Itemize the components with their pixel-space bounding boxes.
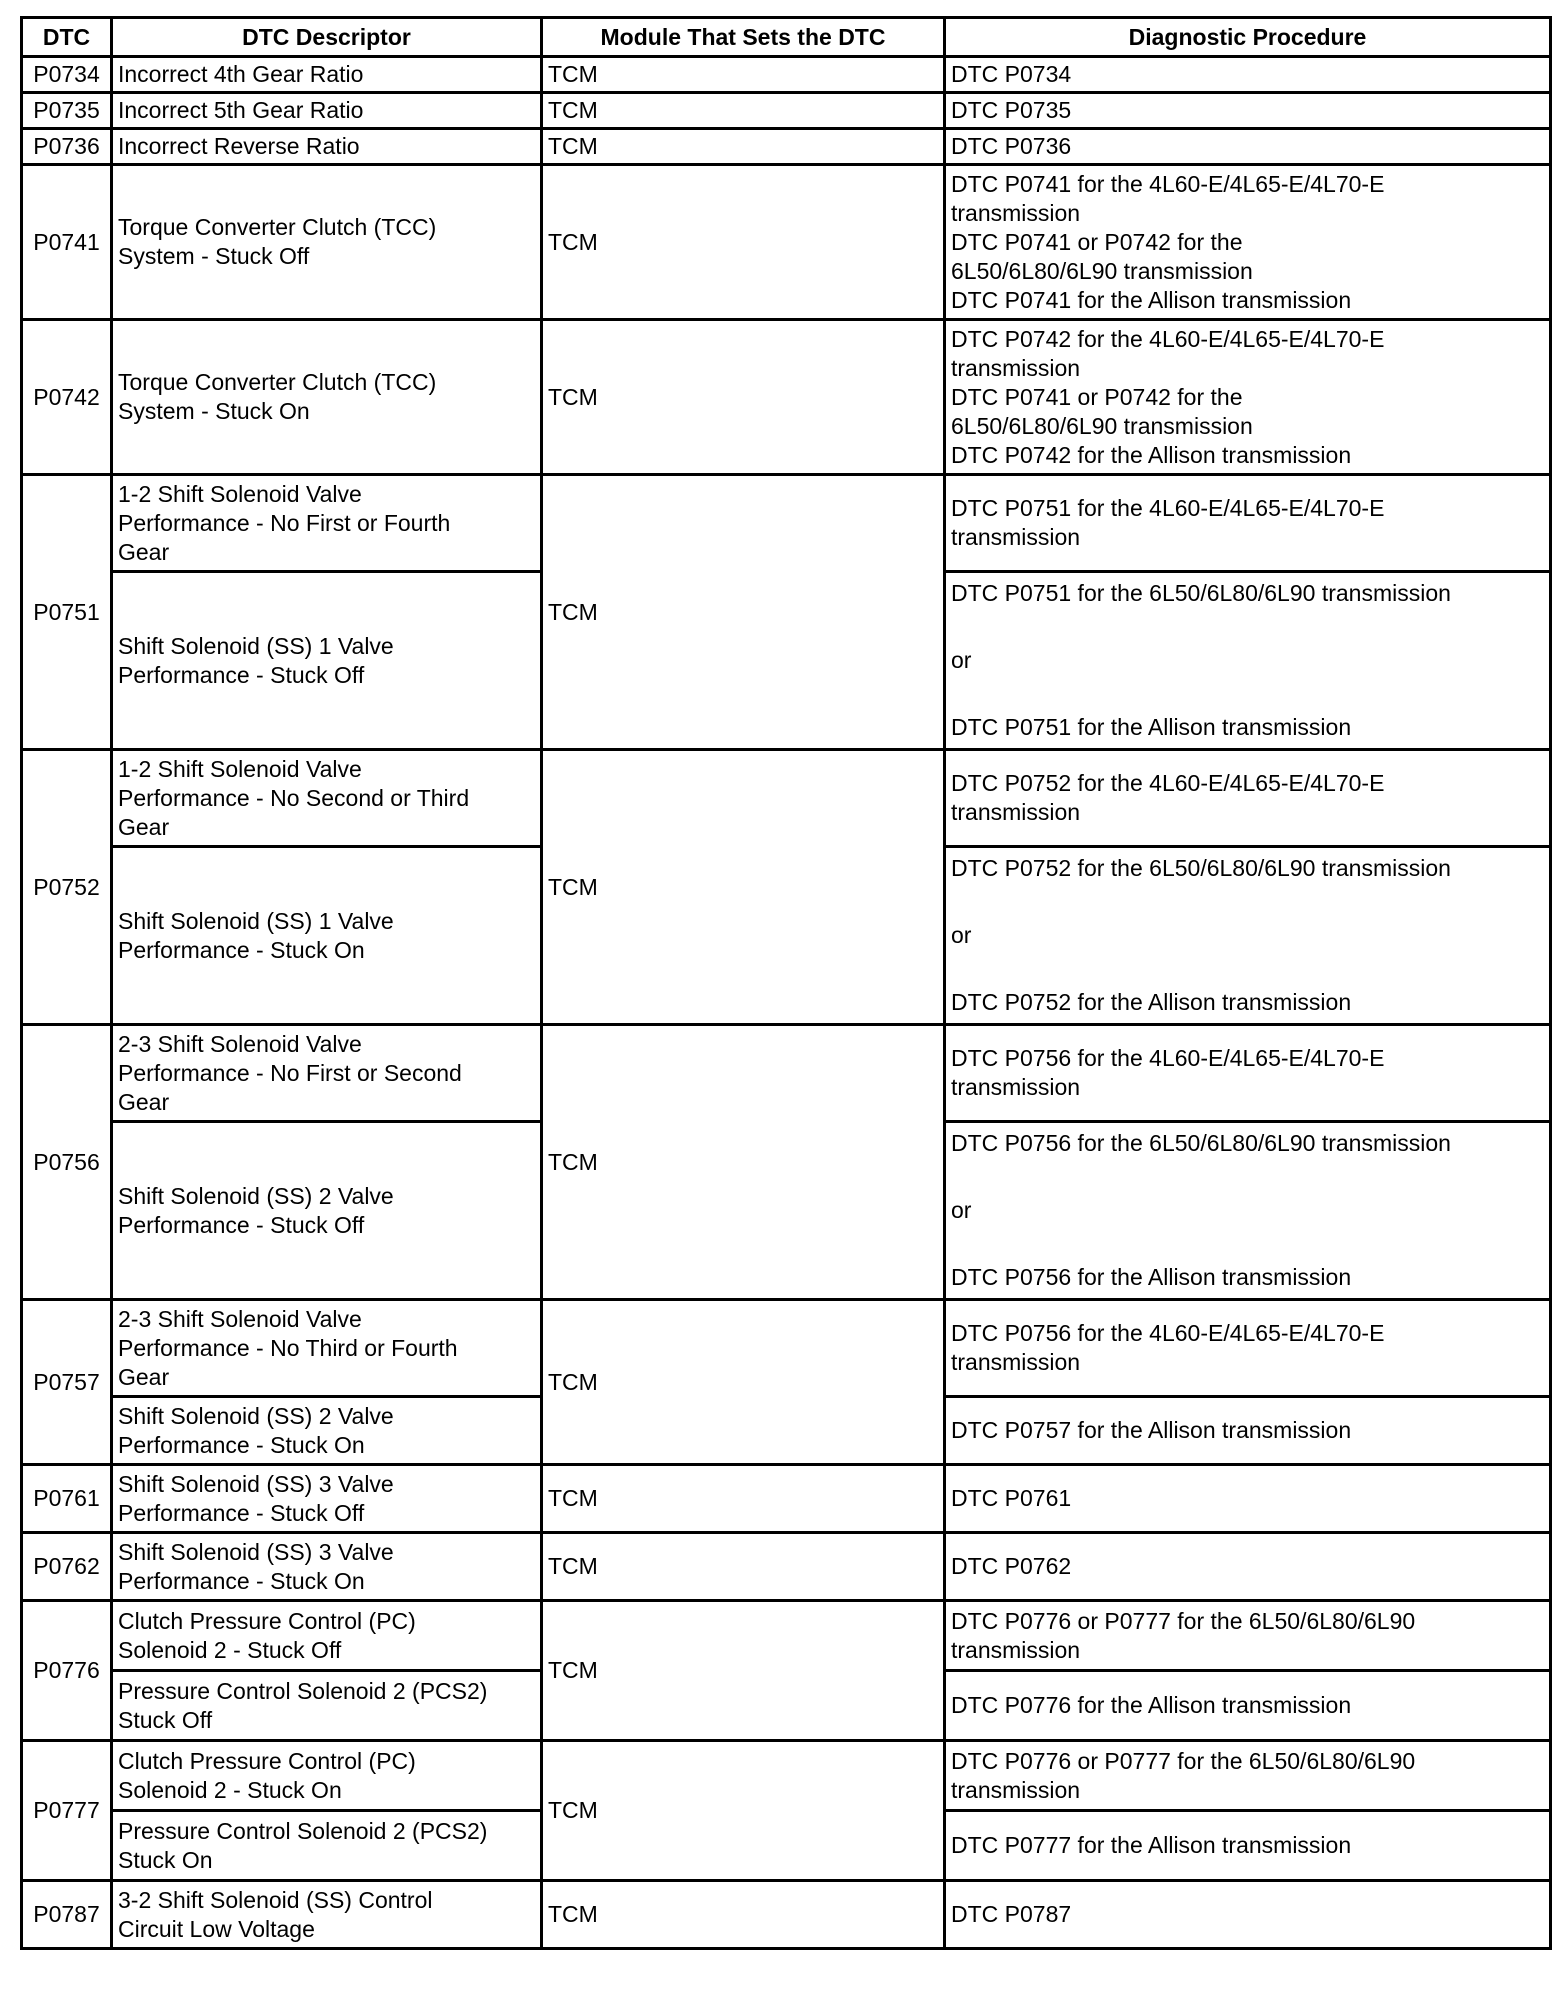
module-cell: TCM [542, 1465, 945, 1533]
dtc-code: P0787 [22, 1881, 112, 1949]
dtc-code: P0752 [22, 750, 112, 1025]
table-row [22, 57, 1551, 93]
dtc-descriptor [112, 1300, 542, 1397]
descriptor-line: Shift Solenoid (SS) 2 Valve [118, 1402, 394, 1429]
dtc-descriptor: Incorrect 5th Gear Ratio [112, 93, 542, 129]
procedure-list [945, 1025, 1551, 1122]
procedure-link[interactable]: DTC P0756 for the 4L60-E/4L65-E/4L70-E [951, 1320, 1385, 1346]
module-cell: TCM [542, 1300, 945, 1465]
procedure-link[interactable]: transmission [951, 524, 1081, 550]
table-row [22, 1533, 1551, 1601]
spacer [951, 950, 1544, 988]
procedure-link[interactable]: DTC P0741 or P0742 for the [951, 383, 1243, 410]
descriptor-line: Solenoid 2 - Stuck Off [118, 1636, 342, 1663]
descriptor-line: Pressure Control Solenoid 2 (PCS2) [118, 1817, 488, 1844]
procedure-list [945, 165, 1551, 320]
dtc-descriptor [112, 320, 542, 475]
descriptor-line: Performance - No Third or Fourth [118, 1334, 458, 1361]
descriptor-line: 1-2 Shift Solenoid Valve [118, 480, 362, 507]
procedure-list [945, 1300, 1551, 1397]
procedure-list [945, 847, 1551, 1025]
descriptor-line: Gear [118, 1088, 170, 1115]
spacer [951, 883, 1544, 921]
procedure-list [945, 320, 1551, 475]
descriptor-line: Clutch Pressure Control (PC) [118, 1607, 416, 1634]
procedure-link[interactable]: DTC P0776 or P0777 for the 6L50/6L80/6L90 [951, 1747, 1416, 1774]
procedure-link[interactable]: DTC P0752 for the 4L60-E/4L65-E/4L70-E [951, 770, 1385, 796]
descriptor-line: 2-3 Shift Solenoid Valve [118, 1030, 362, 1057]
procedure-list [945, 1601, 1551, 1671]
dtc-code: P0735 [22, 93, 112, 129]
procedure-link[interactable]: DTC P0787 [945, 1881, 1551, 1949]
procedure-list [945, 1741, 1551, 1811]
descriptor-line: Circuit Low Voltage [118, 1915, 315, 1942]
descriptor-line: Torque Converter Clutch (TCC) [118, 369, 437, 395]
descriptor-line: Gear [118, 813, 170, 840]
procedure-link[interactable]: DTC P0742 for the Allison transmission [951, 441, 1352, 468]
procedure-link[interactable]: DTC P0762 [945, 1533, 1551, 1601]
descriptor-line: Performance - Stuck On [118, 1567, 365, 1594]
header-module: Module That Sets the DTC [542, 18, 945, 57]
procedure-link[interactable]: 6L50/6L80/6L90 transmission [951, 412, 1253, 439]
procedure-link[interactable]: DTC P0756 for the 4L60-E/4L65-E/4L70-E [951, 1045, 1385, 1071]
procedure-link[interactable]: DTC P0761 [945, 1465, 1551, 1533]
dtc-descriptor [112, 1397, 542, 1465]
table-row [22, 1300, 1551, 1397]
dtc-descriptor [112, 1122, 542, 1300]
dtc-descriptor [112, 1741, 542, 1811]
table-row [22, 129, 1551, 165]
table-row [22, 1025, 1551, 1122]
dtc-code: P0734 [22, 57, 112, 93]
dtc-descriptor [112, 1811, 542, 1881]
module-cell: TCM [542, 750, 945, 1025]
descriptor-line: Torque Converter Clutch (TCC) [118, 214, 437, 240]
procedure-link[interactable]: DTC P0752 for the 6L50/6L80/6L90 transmission [951, 855, 1451, 881]
procedure-or: or [951, 647, 972, 673]
descriptor-line: Stuck On [118, 1846, 213, 1873]
procedure-list [945, 1122, 1551, 1300]
module-cell: TCM [542, 475, 945, 750]
dtc-descriptor [112, 750, 542, 847]
descriptor-line: Gear [118, 1363, 170, 1390]
descriptor-line: Performance - No First or Fourth [118, 509, 451, 536]
table-row [22, 93, 1551, 129]
dtc-code: P0751 [22, 475, 112, 750]
spacer [951, 675, 1544, 713]
descriptor-line: Shift Solenoid (SS) 3 Valve [118, 1470, 394, 1497]
procedure-link[interactable]: DTC P0756 for the 6L50/6L80/6L90 transmission [951, 1130, 1451, 1156]
descriptor-line: Gear [118, 538, 170, 565]
procedure-link[interactable]: transmission [951, 1776, 1081, 1803]
descriptor-line: Solenoid 2 - Stuck On [118, 1776, 342, 1803]
dtc-code: P0757 [22, 1300, 112, 1465]
descriptor-line: 1-2 Shift Solenoid Valve [118, 755, 362, 782]
dtc-code: P0741 [22, 165, 112, 320]
spacer [951, 1158, 1544, 1196]
table-row [22, 475, 1551, 572]
descriptor-line: 3-2 Shift Solenoid (SS) Control [118, 1886, 433, 1913]
descriptor-line: Shift Solenoid (SS) 3 Valve [118, 1538, 394, 1565]
dtc-code: P0736 [22, 129, 112, 165]
procedure-link[interactable]: DTC P0736 [945, 129, 1551, 165]
procedure-link[interactable]: DTC P0741 or P0742 for the [951, 228, 1243, 255]
procedure-link[interactable]: DTC P0751 for the 4L60-E/4L65-E/4L70-E [951, 495, 1385, 521]
descriptor-line: System - Stuck Off [118, 243, 310, 269]
dtc-code: P0777 [22, 1741, 112, 1881]
descriptor-line: Pressure Control Solenoid 2 (PCS2) [118, 1677, 488, 1704]
spacer [951, 1225, 1544, 1263]
procedure-link[interactable]: DTC P0742 for the 4L60-E/4L65-E/4L70-E [951, 325, 1385, 352]
module-cell: TCM [542, 1741, 945, 1881]
procedure-link[interactable]: DTC P0756 for the Allison transmission [951, 1264, 1352, 1290]
descriptor-line: Performance - Stuck Off [118, 661, 365, 688]
dtc-descriptor [112, 1465, 542, 1533]
module-cell: TCM [542, 165, 945, 320]
procedure-link[interactable]: transmission [951, 1349, 1081, 1375]
descriptor-line: Shift Solenoid (SS) 1 Valve [118, 907, 394, 934]
dtc-descriptor [112, 475, 542, 572]
dtc-code: P0756 [22, 1025, 112, 1300]
procedure-list [945, 572, 1551, 750]
module-cell: TCM [542, 320, 945, 475]
table-row [22, 320, 1551, 475]
dtc-descriptor [112, 847, 542, 1025]
procedure-link[interactable]: DTC P0751 for the 6L50/6L80/6L90 transmission [951, 580, 1451, 606]
dtc-descriptor [112, 1601, 542, 1671]
procedure-link[interactable]: DTC P0735 [945, 93, 1551, 129]
procedure-link[interactable]: DTC P0741 for the 4L60-E/4L65-E/4L70-E [951, 170, 1385, 197]
dtc-descriptor [112, 1533, 542, 1601]
dtc-descriptor [112, 1025, 542, 1122]
procedure-link[interactable]: transmission [951, 1636, 1081, 1663]
descriptor-line: Performance - No Second or Third [118, 784, 470, 811]
procedure-link[interactable]: DTC P0741 for the Allison transmission [951, 286, 1352, 313]
table-row [22, 1465, 1551, 1533]
procedure-link[interactable]: DTC P0776 or P0777 for the 6L50/6L80/6L90 [951, 1607, 1416, 1634]
procedure-link[interactable]: transmission [951, 199, 1081, 226]
dtc-code: P0762 [22, 1533, 112, 1601]
table-row [22, 1881, 1551, 1949]
descriptor-line: Performance - Stuck Off [118, 1211, 365, 1238]
descriptor-line: Stuck Off [118, 1706, 213, 1733]
dtc-code: P0776 [22, 1601, 112, 1741]
dtc-descriptor: Incorrect 4th Gear Ratio [112, 57, 542, 93]
table-row [22, 1741, 1551, 1811]
descriptor-line: Performance - No First or Second [118, 1059, 462, 1086]
header-procedure: Diagnostic Procedure [945, 18, 1551, 57]
descriptor-line: Clutch Pressure Control (PC) [118, 1747, 416, 1774]
procedure-link[interactable]: transmission [951, 1074, 1081, 1100]
procedure-link[interactable]: DTC P0734 [945, 57, 1551, 93]
procedure-list [945, 475, 1551, 572]
descriptor-line: Performance - Stuck On [118, 1431, 365, 1458]
table-row [22, 750, 1551, 847]
module-cell: TCM [542, 1601, 945, 1741]
procedure-link[interactable]: DTC P0751 for the Allison transmission [951, 714, 1352, 740]
module-cell: TCM [542, 1881, 945, 1949]
module-cell: TCM [542, 129, 945, 165]
table-row [22, 1601, 1551, 1671]
table-row [22, 165, 1551, 320]
dtc-descriptor [112, 572, 542, 750]
module-cell: TCM [542, 1533, 945, 1601]
procedure-or: or [951, 1197, 972, 1223]
descriptor-line: Shift Solenoid (SS) 2 Valve [118, 1182, 394, 1209]
dtc-code: P0761 [22, 1465, 112, 1533]
procedure-link[interactable]: transmission [951, 799, 1081, 825]
dtc-descriptor [112, 1881, 542, 1949]
spacer [951, 608, 1544, 646]
dtc-table [20, 16, 1552, 1950]
descriptor-line: Shift Solenoid (SS) 1 Valve [118, 632, 394, 659]
dtc-descriptor: Incorrect Reverse Ratio [112, 129, 542, 165]
descriptor-line: 2-3 Shift Solenoid Valve [118, 1305, 362, 1332]
procedure-list [945, 750, 1551, 847]
dtc-descriptor [112, 165, 542, 320]
dtc-code: P0742 [22, 320, 112, 475]
module-cell: TCM [542, 93, 945, 129]
descriptor-line: Performance - Stuck Off [118, 1499, 365, 1526]
module-cell: TCM [542, 57, 945, 93]
procedure-link[interactable]: transmission [951, 354, 1081, 381]
header-row [22, 18, 1551, 57]
procedure-link[interactable]: DTC P0757 for the Allison transmission [945, 1397, 1551, 1465]
procedure-link[interactable]: 6L50/6L80/6L90 transmission [951, 257, 1253, 284]
descriptor-line: System - Stuck On [118, 398, 310, 424]
header-descriptor: DTC Descriptor [112, 18, 542, 57]
dtc-descriptor [112, 1671, 542, 1741]
procedure-link[interactable]: DTC P0776 for the Allison transmission [945, 1671, 1551, 1741]
procedure-link[interactable]: DTC P0752 for the Allison transmission [951, 989, 1352, 1015]
procedure-link[interactable]: DTC P0777 for the Allison transmission [945, 1811, 1551, 1881]
procedure-or: or [951, 922, 972, 948]
header-dtc: DTC [22, 18, 112, 57]
module-cell: TCM [542, 1025, 945, 1300]
descriptor-line: Performance - Stuck On [118, 936, 365, 963]
